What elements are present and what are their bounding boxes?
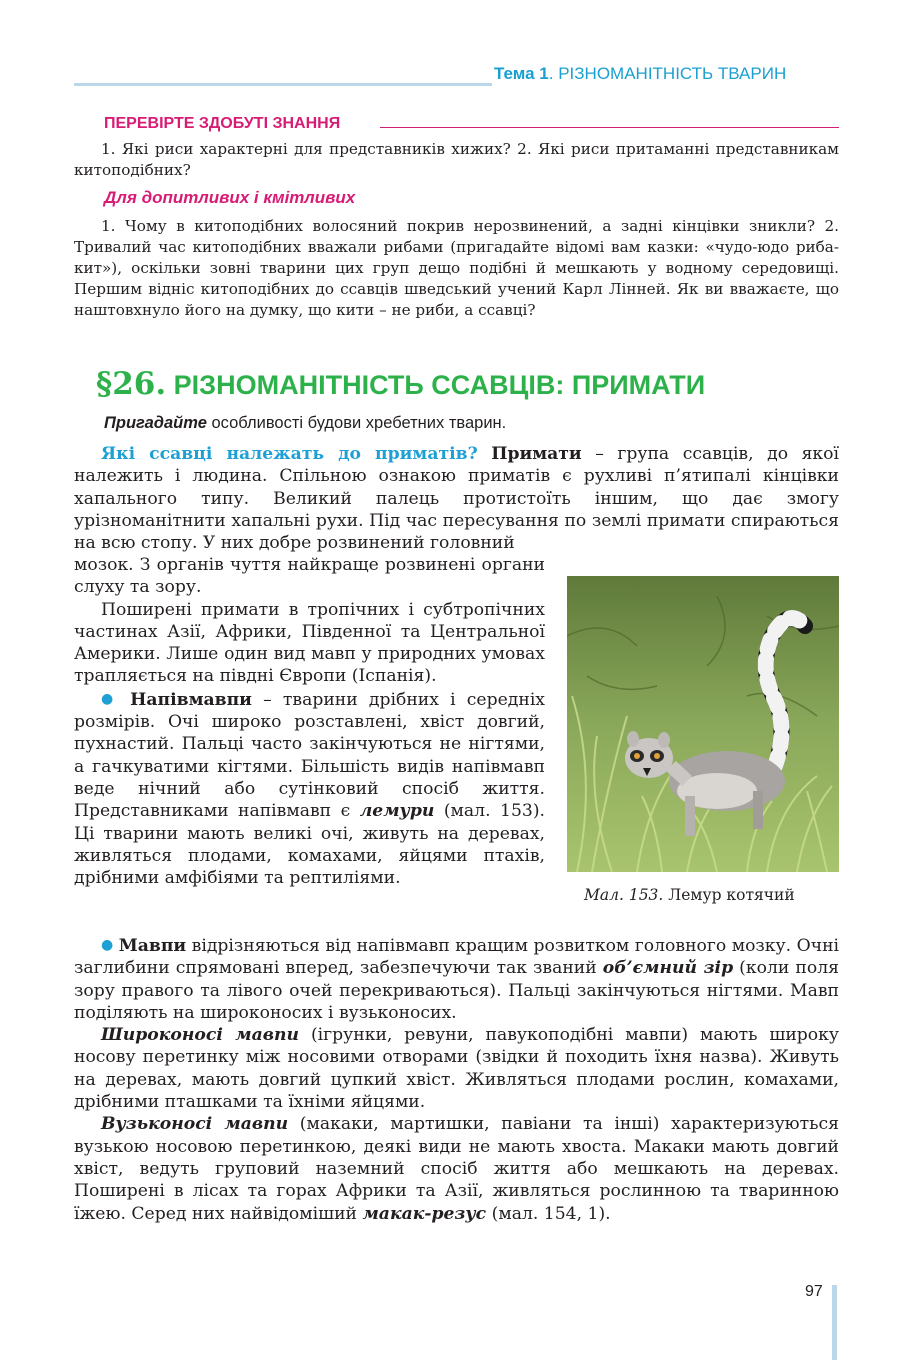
monkeys-text-2: (коли поля зору правого та лівого очей перекриваються). Пальці закінчуються нігтями. Мавп поділяють на широконосих і вузьконосих. [74,958,839,1023]
header-rule [74,83,492,86]
broadnosed-term: Широконосі мавпи [101,1025,300,1046]
lemur-illustration [567,576,839,872]
section-title [96,366,705,402]
intro-term: Примати [491,444,582,464]
check-knowledge-text [74,139,839,181]
left-column [74,554,545,889]
intro-question: Які ссавці належать до приматів? [101,444,478,464]
topic-title: . РІЗНОМАНІТНІСТЬ ТВАРИН [548,64,787,83]
figure-caption [584,886,795,904]
figure-caption-text: Лемур котячий [663,886,795,904]
remember-lead: Пригадайте [104,414,207,432]
page-number: 97 [805,1283,823,1300]
bullet-icon: ● [101,937,114,953]
narrownosed-text-2: (мал. 154, 1). [486,1203,611,1224]
lemur-photo [567,576,839,872]
intro-body: – група ссавців, до якої належить і людина. Спільною ознакою приматів є рухливі п’ятипалі кінцівки хапального типу. Великий палець протистоїть іншим, що дає змогу урізноманітнити хапальні рухи. Під час пересування по землі примати спираються на всю стопу. У них добре розвинений головний [74,444,840,554]
page-edge-bar [832,1285,837,1360]
monkeys-text-1: відрізняються від напівмавп кращим розвитком головного мозку. Очні заглибини спрямовані вперед, забезпечуючи так званий [74,936,840,979]
binocular-vision-term: об’ємний зір [602,958,734,979]
narrownosed-text-1: (макаки, мартишки, павіани та інші) характеризуються вузькою носовою перетинкою, деякі види не мають хвоста. Макаки мають довгий хвіст, ведуть груповий наземний спосіб життя або мешкають на деревах. Поширені в лісах та горах Африки та Азії, живляться рослинною та тваринною їжею. Серед них найвідоміший [74,1114,839,1224]
section-name: РІЗНОМАНІТНІСТЬ ССАВЦІВ: ПРИМАТИ [173,370,706,400]
prosimians-term: Напівмавпи [130,689,252,710]
broadnosed-text: (ігрунки, ревуни, павукоподібні мавпи) мають широку носову перетинку між носовими отворами (звідки й походить їхня назва). Живуть на деревах, мають довгий цупкий хвіст. Живляться плодами рослин, комахами, дрібними пташками та їхніми яйцями. [74,1025,839,1113]
section-number: §26. [96,366,167,402]
figure-label: Мал. 153. [584,886,664,904]
distribution-paragraph: Поширені примати в тропічних і субтропічних частинах Азії, Африки, Південної та Центральної Америки. Лише один вид мавп у природних умовах трапляється на півдні Європи (Іспанія). [74,599,545,687]
check-knowledge-heading: ПЕРЕВІРТЕ ЗДОБУТІ ЗНАННЯ [104,115,341,132]
narrownosed-term: Вузьконосі мавпи [101,1114,289,1135]
rhesus-term: макак-резус [362,1203,487,1224]
prosimians-text-2: (мал. 153). Ці тварини мають великі очі, живуть на деревах, живляться плодами, комахами, яйцями птахів, дрібними амфібіями та рептиліями. [74,801,546,889]
curious-text [74,216,839,321]
monkeys-term: Мавпи [118,936,187,956]
lemurs-term: лемури [359,801,435,822]
check-knowledge-paragraph: 1. Які риси характерні для представників хижих? 2. Які риси притаманні представникам китоподібних? [74,140,839,179]
lower-text [74,934,839,1225]
heading-rule [380,127,839,128]
intro-continuation: мозок. З органів чуття найкраще розвинені органи слуху та зору. [74,555,545,598]
remember-line [104,414,506,433]
curious-paragraph: 1. Чому в китоподібних волосяний покрив нерозвинений, а задні кінцівки зникли? 2. Тривалий час китоподібних вважали рибами (пригадайте відомі вам казки: «чудо-юдо риба-кит»), оскільки зовні тварини цих груп дещо подібні й мешкають у водному середовищі. Першим відніс китоподібних до ссавців шведський учений Карл Лінней. Як ви вважаєте, що наштовхнуло його на думку, що кити – не риби, а ссавці? [74,217,839,319]
topic-number: Тема 1 [494,64,549,83]
running-header [494,64,786,84]
bullet-icon: ● [101,690,119,707]
intro-text [74,443,839,554]
remember-text: особливості будови хребетних тварин. [206,414,507,432]
prosimians-text-1: – тварини дрібних і середніх розмірів. Очі широко розставлені, хвіст довгий, пухнастий. Пальці часто закінчуються не нігтями, а гачкуватими кігтями. Більшість видів напівмавп веде нічний або сутінковий спосіб життя. Представниками напівмавп є [74,689,546,822]
curious-heading: Для допитливих і кмітливих [104,188,356,207]
